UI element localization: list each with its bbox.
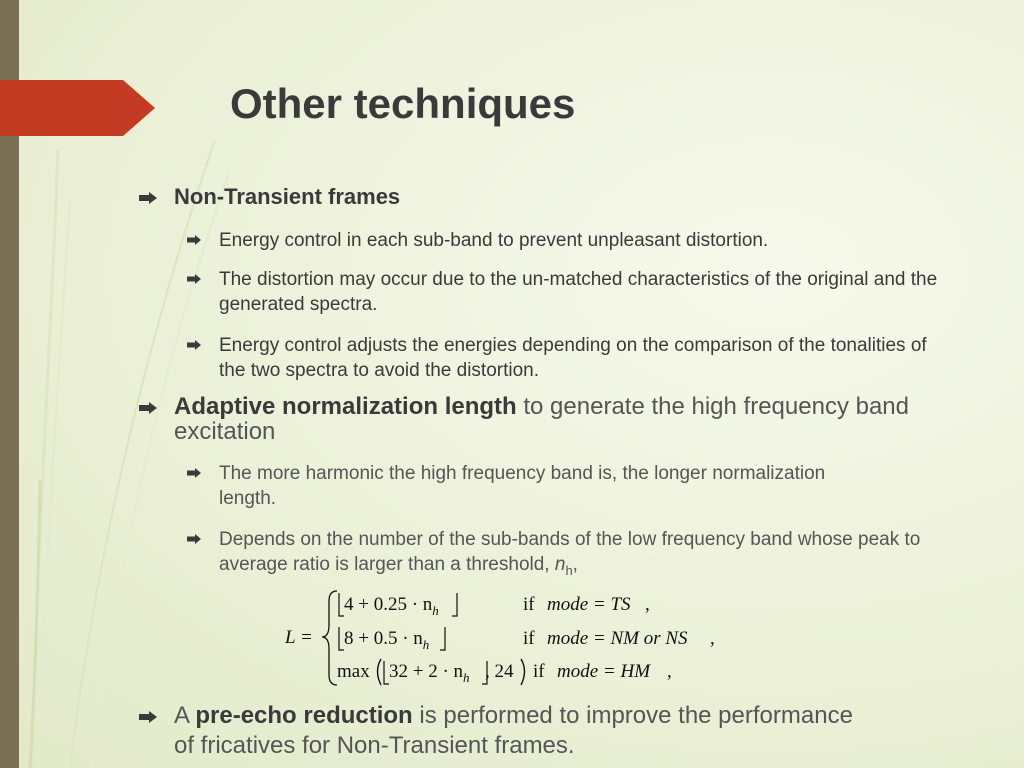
sub-bullet-arrow-icon: [186, 340, 202, 350]
case2-if: if: [523, 628, 535, 649]
sub-bullet-depends-text: Depends on the number of the sub-bands of the low frequency band whose peak to average ratio is larger than a threshold,: [219, 529, 921, 575]
pre-echo-bold: pre-echo reduction: [195, 702, 413, 729]
bullet-arrow-icon: [138, 402, 158, 414]
normalization-length-formula: [285, 585, 725, 690]
case3-expr: $32 + 2 \cdot n_h$: [389, 661, 470, 685]
case1-if: if: [523, 594, 535, 615]
case2-expr: $8 + 0.5 \cdot n_h$: [344, 628, 430, 652]
case1-expr: $4 + 0.25 \cdot n_h$: [344, 594, 439, 618]
bullet-arrow-icon: [138, 192, 158, 204]
case1-end: ,: [645, 594, 650, 615]
bullet-adaptive-normalization: [174, 394, 954, 444]
threshold-tail: ,: [572, 554, 578, 575]
case1-cond: mode = TS: [547, 594, 631, 615]
slide-title: Other techniques: [230, 80, 576, 127]
bullet-pre-echo: [174, 701, 874, 761]
sub-bullet-depends: [219, 527, 944, 583]
case3-cond: mode = HM: [557, 661, 651, 682]
threshold-var: n: [554, 554, 566, 575]
bullet-adaptive-rest: to generate the high frequency band excitation: [174, 393, 909, 445]
sub-bullet-distortion: The distortion may occur due to the un-matched characteristics of the original and the generated spectra.: [219, 269, 938, 315]
threshold-var-sub: h: [565, 562, 573, 578]
case3-max: max: [337, 661, 370, 682]
pre-echo-rest: is performed to improve the performance of fricatives for Non-Transient frames.: [174, 702, 853, 759]
case3-arg2: , 24: [485, 661, 514, 682]
case2-cond: mode = NM or NS: [547, 628, 688, 649]
bullet-adaptive-bold: Adaptive normalization length: [174, 393, 517, 420]
case3-if: if: [533, 661, 545, 682]
sub-bullet-harmonic: The more harmonic the high frequency band is, the longer normalization length.: [219, 463, 826, 509]
sub-bullet-arrow-icon: [186, 274, 202, 284]
sub-bullet-arrow-icon: [186, 468, 202, 478]
pre-echo-lead: A: [174, 702, 196, 729]
formula-lhs: L =: [285, 627, 313, 648]
sub-bullet-energy-adjust: Energy control adjusts the energies depending on the comparison of the tonalities of the two spectra to avoid the distortion.: [219, 335, 927, 381]
sub-bullet-arrow-icon: [186, 235, 202, 245]
case2-end: ,: [710, 628, 715, 649]
sub-bullet-arrow-icon: [186, 534, 202, 544]
case3-end: ,: [667, 661, 672, 682]
formula-brace: [322, 591, 337, 685]
title-accent-arrow: [0, 80, 155, 136]
bullet-arrow-icon: [138, 711, 158, 723]
max-paren-open: [378, 659, 382, 685]
bullet-non-transient: Non-Transient frames: [174, 184, 401, 209]
sub-bullet-energy-control: Energy control in each sub-band to prevent unpleasant distortion.: [219, 230, 769, 251]
max-paren-close: [521, 659, 525, 685]
